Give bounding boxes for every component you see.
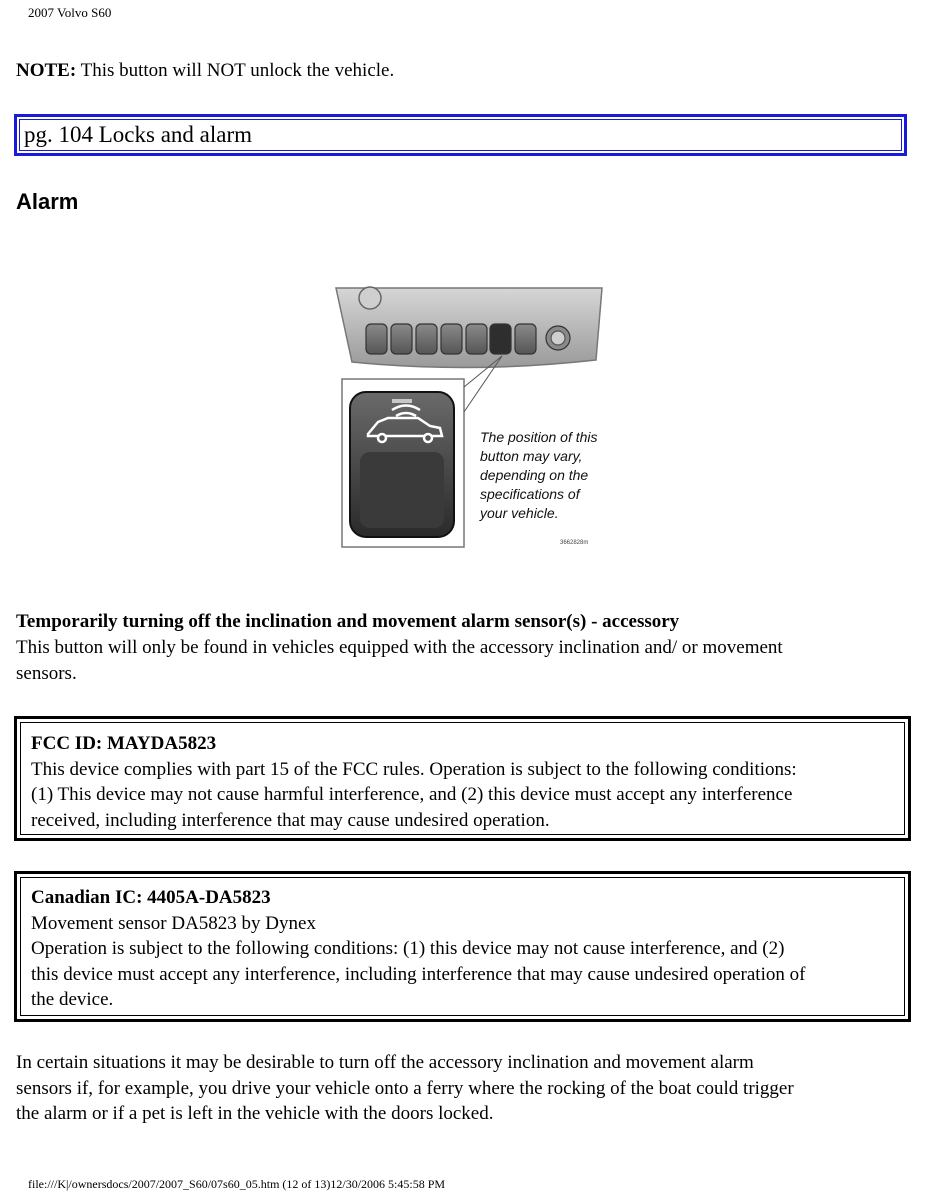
- canadian-line: Movement sensor DA5823 by Dynex: [31, 912, 316, 934]
- caption-line-5: your vehicle.: [480, 505, 559, 521]
- canadian-line: this device must accept any interference, including interference that may cause undesired operation of: [31, 963, 806, 985]
- illustration-caption: [479, 429, 598, 521]
- canadian-title: Canadian IC: 4405A-DA5823: [31, 887, 271, 908]
- document-header: 2007 Volvo S60: [28, 5, 112, 20]
- page-reference-link[interactable]: [14, 114, 907, 156]
- fcc-notice-box: [14, 716, 911, 841]
- caption-line-3: depending on the: [480, 467, 589, 483]
- alarm-button-illustration: [330, 282, 630, 562]
- body-line: sensors.: [16, 662, 77, 684]
- section-title-inclination: Temporarily turning off the inclination and movement alarm sensor(s) - accessory: [16, 611, 680, 632]
- closing-line: In certain situations it may be desirable to turn off the accessory inclination and movement alarm: [16, 1052, 754, 1073]
- illustration-code: 3662828m: [560, 540, 589, 546]
- note-text: This button will NOT unlock the vehicle.: [76, 60, 395, 81]
- console-knob-icon: [359, 287, 381, 309]
- closing-paragraph: [16, 1050, 906, 1127]
- note-label: NOTE:: [16, 60, 77, 81]
- body-line: This button will only be found in vehicles equipped with the accessory inclination and/ or movement: [16, 637, 783, 658]
- closing-line: sensors if, for example, you drive your vehicle onto a ferry where the rocking of the boat could trigger: [16, 1077, 794, 1099]
- fcc-title: FCC ID: MAYDA5823: [31, 733, 217, 754]
- caption-line-1: The position of this: [480, 429, 598, 445]
- canadian-line: Operation is subject to the following conditions: (1) this device may not cause interference, and (2): [31, 938, 785, 959]
- fcc-line: This device complies with part 15 of the FCC rules. Operation is subject to the following conditions:: [31, 758, 797, 780]
- fcc-line: (1) This device may not cause harmful interference, and (2) this device must accept any interference: [31, 784, 793, 805]
- caption-line-2: button may vary,: [480, 448, 583, 464]
- note-paragraph: [16, 60, 394, 82]
- page-reference-text[interactable]: pg. 104 Locks and alarm: [19, 119, 902, 151]
- file-path-footer: file:///K|/ownersdocs/2007/2007_S60/07s60_05.htm (12 of 13)12/30/2006 5:45:58 PM: [28, 1177, 446, 1191]
- section-body: [16, 635, 906, 686]
- closing-line: the alarm or if a pet is left in the vehicle with the doors locked.: [16, 1103, 494, 1124]
- canadian-line: the device.: [31, 989, 114, 1010]
- fcc-line: received, including interference that may cause undesired operation.: [31, 809, 550, 831]
- canadian-notice-box: [14, 871, 911, 1022]
- caption-line-4: specifications of: [480, 486, 580, 502]
- section-heading-alarm: Alarm: [16, 189, 79, 214]
